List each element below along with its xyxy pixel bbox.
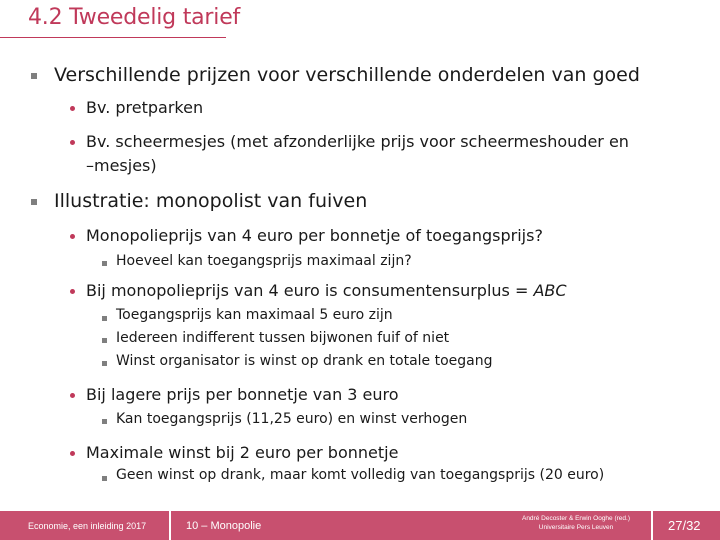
bullet-square-icon bbox=[102, 338, 107, 343]
bullet-text: Bv. pretparken bbox=[86, 98, 204, 117]
bullet-dot-icon bbox=[70, 106, 75, 111]
bullet-dot-icon bbox=[70, 234, 75, 239]
footer-divider bbox=[169, 511, 171, 540]
footer-authors bbox=[507, 514, 645, 532]
title-underline bbox=[0, 37, 226, 38]
bullet-square-icon bbox=[102, 419, 107, 424]
page-number: 27/32 bbox=[668, 518, 701, 533]
bullet-text: Hoeveel kan toegangsprijs maximaal zijn? bbox=[116, 253, 412, 269]
bullet-text: Toegangsprijs kan maximaal 5 euro zijn bbox=[116, 307, 393, 323]
bullet-dot-icon bbox=[70, 393, 75, 398]
bullet-square-icon bbox=[102, 476, 107, 481]
bullet-dot-icon bbox=[70, 289, 75, 294]
bullet-dot-icon bbox=[70, 140, 75, 145]
bullet-text-prefix: Bij monopolieprijs van 4 euro is consumentensurplus = bbox=[86, 281, 534, 300]
bullet-square-icon bbox=[31, 73, 37, 79]
bullet-text: Kan toegangsprijs (11,25 euro) en winst verhogen bbox=[116, 411, 468, 427]
bullet-square-icon bbox=[102, 261, 107, 266]
bullet-dot-icon bbox=[70, 451, 75, 456]
slide-title: 4.2 Tweedelig tarief bbox=[28, 5, 241, 30]
footer-divider bbox=[651, 511, 653, 540]
bullet-text: Bij lagere prijs per bonnetje van 3 euro bbox=[86, 385, 399, 404]
bullet-text bbox=[86, 281, 567, 300]
bullet-text: Geen winst op drank, maar komt volledig van toegangsprijs (20 euro) bbox=[116, 467, 605, 483]
bullet-text: Bv. scheermesjes (met afzonderlijke prijs voor scheermeshouder en bbox=[86, 132, 629, 151]
bullet-square-icon bbox=[102, 316, 107, 321]
bullet-text: Winst organisator is winst op drank en totale toegang bbox=[116, 353, 493, 369]
bullet-text: Iedereen indifferent tussen bijwonen fuif of niet bbox=[116, 330, 450, 346]
bullet-square-icon bbox=[31, 199, 37, 205]
footer-publisher-line: Universitaire Pers Leuven bbox=[538, 524, 614, 531]
footer-chapter: 10 – Monopolie bbox=[186, 520, 262, 532]
bullet-text: Maximale winst bij 2 euro per bonnetje bbox=[86, 443, 399, 462]
footer-course: Economie, een inleiding 2017 bbox=[28, 521, 147, 531]
bullet-text: Illustratie: monopolist van fuiven bbox=[54, 190, 368, 212]
bullet-square-icon bbox=[102, 361, 107, 366]
bullet-text: Monopolieprijs van 4 euro per bonnetje of toegangsprijs? bbox=[86, 226, 543, 245]
bullet-text: Verschillende prijzen voor verschillende onderdelen van goed bbox=[54, 64, 640, 86]
bullet-text-emphasis: ABC bbox=[533, 281, 567, 300]
bullet-text-continued: –mesjes) bbox=[86, 156, 157, 175]
footer-authors-line: André Decoster & Erwin Ooghe (red.) bbox=[521, 515, 631, 522]
